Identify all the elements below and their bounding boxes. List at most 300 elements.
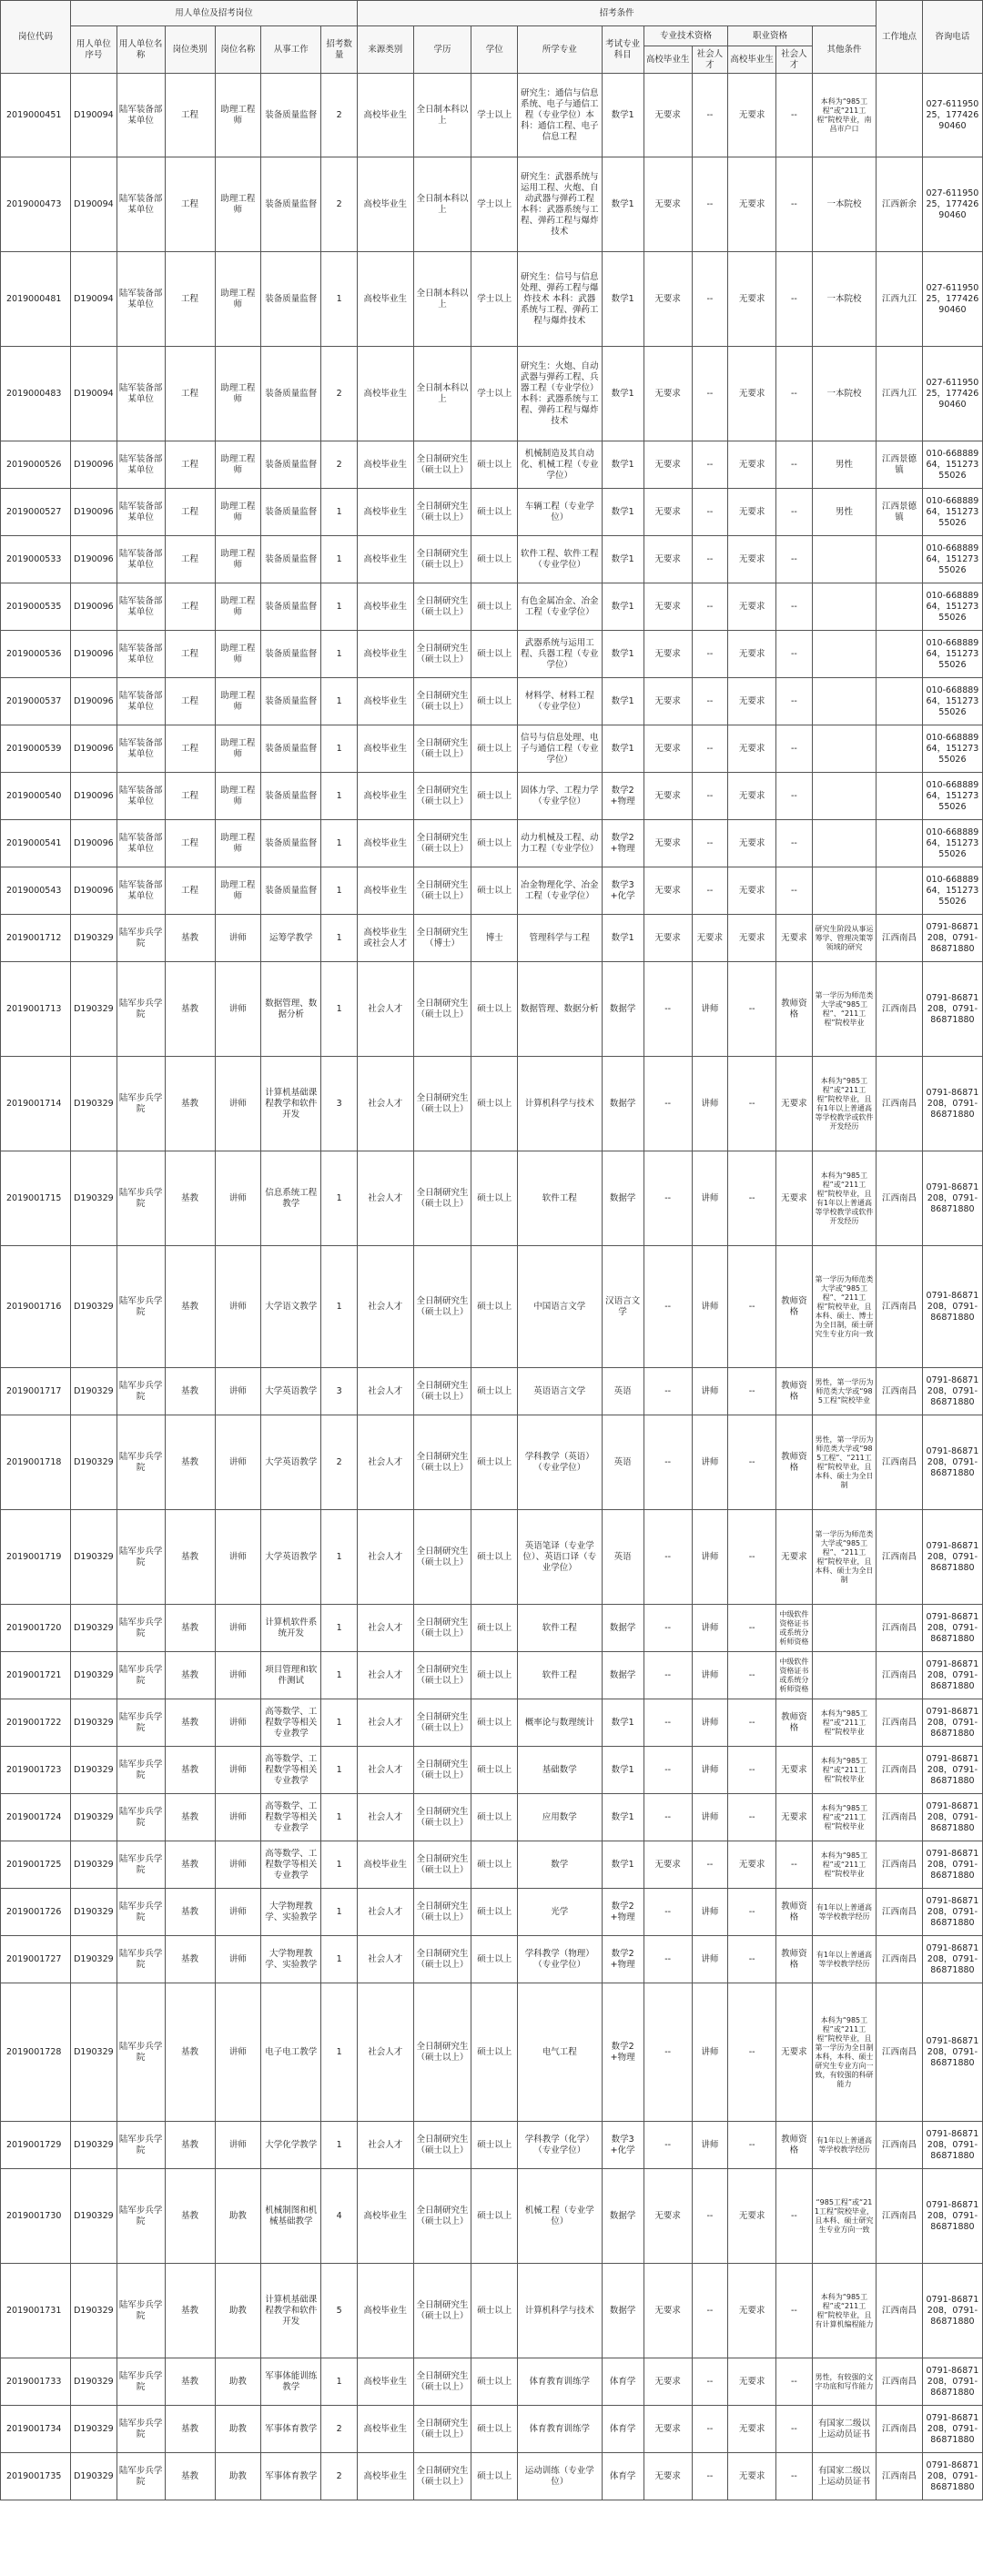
cell-major: 英语语言文学 <box>518 1368 602 1415</box>
cell-exam: 英语 <box>602 1510 644 1605</box>
cell-unit: 陆军装备部某单位 <box>117 157 165 252</box>
cell-code: 2019001719 <box>1 1510 71 1605</box>
cell-source: 社会人才 <box>357 1057 413 1151</box>
cell-grad: -- <box>644 1057 692 1151</box>
cell-work: 大学英语教学 <box>261 1415 321 1510</box>
cell-other: 第一学历为师范类大学或“985工程”、“211工程”院校毕业，且本科、硕士、博士为全日制，硕士研究生专业方向一致 <box>812 1246 877 1368</box>
cell-unit-no: D190096 <box>71 725 117 773</box>
cell-unit: 陆军装备部某单位 <box>117 536 165 583</box>
cell-code: 2019001715 <box>1 1151 71 1246</box>
cell-other <box>812 773 877 820</box>
cell-grad: 无要求 <box>644 773 692 820</box>
cell-grad2: -- <box>728 1605 776 1652</box>
cell-degree: 硕士以上 <box>471 867 518 915</box>
cell-degree: 硕士以上 <box>471 1151 518 1246</box>
cell-exam: 数学1 <box>602 1699 644 1747</box>
cell-grad: -- <box>644 1794 692 1841</box>
cell-major: 软件工程 <box>518 1652 602 1699</box>
cell-grad2: -- <box>728 1889 776 1936</box>
cell-unit-no: D190096 <box>71 773 117 820</box>
cell-exam: 数学1 <box>602 678 644 725</box>
cell-unit-no: D190096 <box>71 820 117 867</box>
cell-degree: 硕士以上 <box>471 1699 518 1747</box>
cell-degree: 硕士以上 <box>471 725 518 773</box>
cell-location: 江西南昌 <box>877 1936 923 1983</box>
cell-other: 本科为“985工程”或“211工程”院校毕业 <box>812 1747 877 1794</box>
cell-position: 助理工程师 <box>215 725 261 773</box>
cell-phone: 010-66888964，15127355026 <box>922 441 982 489</box>
cell-degree: 硕士以上 <box>471 773 518 820</box>
cell-major: 运动训练（专业学位） <box>518 2453 602 2500</box>
cell-unit: 陆军装备部某单位 <box>117 725 165 773</box>
cell-other: 本科为“985工程”或“211工程”院校毕业，南昌市户口 <box>812 74 877 157</box>
cell-unit: 陆军步兵学院 <box>117 1057 165 1151</box>
cell-code: 2019000543 <box>1 867 71 915</box>
cell-social: -- <box>692 441 728 489</box>
cell-degree: 硕士以上 <box>471 441 518 489</box>
cell-unit: 陆军步兵学院 <box>117 2453 165 2500</box>
cell-position: 讲师 <box>215 1936 261 1983</box>
cell-source: 高校毕业生或社会人才 <box>357 915 413 962</box>
cell-count: 4 <box>321 2169 358 2264</box>
cell-social2: -- <box>776 678 813 725</box>
cell-edu: 全日制研究生（硕士以上） <box>413 1415 471 1510</box>
cell-count: 1 <box>321 962 358 1057</box>
cell-other: 有国家二级以上运动员证书 <box>812 2453 877 2500</box>
cell-degree: 硕士以上 <box>471 536 518 583</box>
header-social2: 社会人才 <box>776 46 813 74</box>
cell-grad2: 无要求 <box>728 820 776 867</box>
cell-grad: 无要求 <box>644 536 692 583</box>
cell-position: 助理工程师 <box>215 489 261 536</box>
cell-count: 2 <box>321 74 358 157</box>
cell-social: -- <box>692 536 728 583</box>
cell-source: 高校毕业生 <box>357 2406 413 2453</box>
header-location: 工作地点 <box>877 1 923 74</box>
cell-social2: 中级软件资格证书或系统分析师资格 <box>776 1652 813 1699</box>
cell-social2: -- <box>776 773 813 820</box>
cell-exam: 数学2+物理 <box>602 1936 644 1983</box>
table-row <box>1 1747 983 1794</box>
cell-major: 研究生：火炮、自动武器与弹药工程、兵器工程（专业学位）本科：武器系统与工程、弹药工程与爆炸技术 <box>518 347 602 441</box>
cell-location: 江西南昌 <box>877 2406 923 2453</box>
cell-other: 研究生阶段从事运筹学、管理决策等领域的研究 <box>812 915 877 962</box>
cell-location <box>877 536 923 583</box>
cell-grad2: 无要求 <box>728 583 776 631</box>
cell-count: 1 <box>321 1747 358 1794</box>
header-work: 从事工作 <box>261 26 321 74</box>
cell-major: 软件工程、软件工程（专业学位） <box>518 536 602 583</box>
cell-work: 电子电工教学 <box>261 1983 321 2122</box>
cell-position: 讲师 <box>215 1841 261 1889</box>
cell-category: 基教 <box>165 915 215 962</box>
cell-unit: 陆军步兵学院 <box>117 1794 165 1841</box>
cell-phone: 010-66888964，15127355026 <box>922 725 982 773</box>
cell-major: 数学 <box>518 1841 602 1889</box>
cell-other: 男性 <box>812 489 877 536</box>
cell-other: 男性 <box>812 441 877 489</box>
cell-grad: 无要求 <box>644 2358 692 2406</box>
cell-count: 1 <box>321 2358 358 2406</box>
cell-source: 社会人才 <box>357 1246 413 1368</box>
cell-unit: 陆军装备部某单位 <box>117 867 165 915</box>
cell-source: 高校毕业生 <box>357 2358 413 2406</box>
table-header <box>1 1 983 74</box>
cell-grad2: 无要求 <box>728 2406 776 2453</box>
cell-code: 2019000483 <box>1 347 71 441</box>
cell-unit: 陆军装备部某单位 <box>117 773 165 820</box>
table-body <box>1 74 983 2500</box>
cell-grad2: 无要求 <box>728 2264 776 2358</box>
cell-phone: 010-66888964，15127355026 <box>922 536 982 583</box>
cell-location: 江西南昌 <box>877 1057 923 1151</box>
cell-source: 社会人才 <box>357 1794 413 1841</box>
cell-position: 讲师 <box>215 1699 261 1747</box>
cell-social: 讲师 <box>692 1605 728 1652</box>
cell-category: 工程 <box>165 536 215 583</box>
cell-code: 2019000451 <box>1 74 71 157</box>
cell-social2: -- <box>776 157 813 252</box>
header-social: 社会人才 <box>692 46 728 74</box>
cell-unit-no: D190329 <box>71 2169 117 2264</box>
cell-social: 讲师 <box>692 1983 728 2122</box>
cell-code: 2019000540 <box>1 773 71 820</box>
cell-source: 高校毕业生 <box>357 252 413 347</box>
cell-unit: 陆军步兵学院 <box>117 2406 165 2453</box>
cell-category: 基教 <box>165 2264 215 2358</box>
cell-count: 2 <box>321 441 358 489</box>
cell-unit: 陆军步兵学院 <box>117 1151 165 1246</box>
cell-phone: 0791-86871208，0791-86871880 <box>922 1936 982 1983</box>
cell-exam: 英语 <box>602 1415 644 1510</box>
cell-edu: 全日制研究生（硕士以上） <box>413 1889 471 1936</box>
cell-location <box>877 583 923 631</box>
header-exam: 考试专业科目 <box>602 26 644 74</box>
cell-major: 管理科学与工程 <box>518 915 602 962</box>
cell-location: 江西新余 <box>877 157 923 252</box>
cell-work: 装备质量监督 <box>261 157 321 252</box>
cell-social2: -- <box>776 583 813 631</box>
cell-position: 讲师 <box>215 2122 261 2169</box>
cell-unit: 陆军装备部某单位 <box>117 631 165 678</box>
table-row <box>1 1415 983 1510</box>
cell-social2: 教师资格 <box>776 1415 813 1510</box>
cell-unit: 陆军步兵学院 <box>117 1747 165 1794</box>
cell-major: 基础数学 <box>518 1747 602 1794</box>
cell-exam: 数据学 <box>602 1652 644 1699</box>
cell-unit-no: D190094 <box>71 347 117 441</box>
cell-location: 江西南昌 <box>877 2264 923 2358</box>
cell-work: 大学语文教学 <box>261 1246 321 1368</box>
cell-grad2: 无要求 <box>728 489 776 536</box>
header-other: 其他条件 <box>812 26 877 74</box>
cell-grad2: 无要求 <box>728 631 776 678</box>
cell-category: 工程 <box>165 725 215 773</box>
cell-count: 2 <box>321 2406 358 2453</box>
cell-edu: 全日制研究生（硕士以上） <box>413 1841 471 1889</box>
cell-count: 3 <box>321 1368 358 1415</box>
cell-count: 1 <box>321 1936 358 1983</box>
cell-social2: -- <box>776 1841 813 1889</box>
cell-social: -- <box>692 631 728 678</box>
cell-location: 江西南昌 <box>877 1889 923 1936</box>
cell-source: 高校毕业生 <box>357 2264 413 2358</box>
cell-location: 江西景德镇 <box>877 441 923 489</box>
cell-edu: 全日制本科以上 <box>413 252 471 347</box>
cell-major: 信号与信息处理、电子与通信工程（专业学位） <box>518 725 602 773</box>
cell-phone: 010-66888964，15127355026 <box>922 489 982 536</box>
cell-grad2: 无要求 <box>728 773 776 820</box>
cell-social2: -- <box>776 867 813 915</box>
cell-work: 军事体育教学 <box>261 2453 321 2500</box>
cell-exam: 数学3+化学 <box>602 867 644 915</box>
cell-count: 1 <box>321 820 358 867</box>
cell-edu: 全日制本科以上 <box>413 157 471 252</box>
cell-grad2: 无要求 <box>728 678 776 725</box>
cell-location: 江西南昌 <box>877 2122 923 2169</box>
cell-category: 基教 <box>165 1747 215 1794</box>
cell-count: 1 <box>321 1510 358 1605</box>
cell-major: 冶金物理化学、冶金工程（专业学位） <box>518 867 602 915</box>
cell-social: -- <box>692 74 728 157</box>
cell-degree: 硕士以上 <box>471 1510 518 1605</box>
cell-exam: 数学1 <box>602 252 644 347</box>
cell-position: 助理工程师 <box>215 536 261 583</box>
cell-major: 车辆工程（专业学位） <box>518 489 602 536</box>
cell-work: 大学物理教学、实验教学 <box>261 1936 321 1983</box>
cell-grad2: -- <box>728 1057 776 1151</box>
header-degree: 学位 <box>471 26 518 74</box>
cell-grad2: 无要求 <box>728 2453 776 2500</box>
cell-work: 军事体能训练教学 <box>261 2358 321 2406</box>
cell-other <box>812 678 877 725</box>
cell-source: 高校毕业生 <box>357 1841 413 1889</box>
cell-social: 讲师 <box>692 1699 728 1747</box>
cell-location: 江西南昌 <box>877 1605 923 1652</box>
cell-source: 社会人才 <box>357 1151 413 1246</box>
cell-other: 一本院校 <box>812 157 877 252</box>
cell-phone: 010-66888964，15127355026 <box>922 867 982 915</box>
cell-count: 1 <box>321 631 358 678</box>
cell-work: 计算机基础课程教学和软件开发 <box>261 2264 321 2358</box>
cell-unit: 陆军装备部某单位 <box>117 252 165 347</box>
cell-grad: -- <box>644 1936 692 1983</box>
cell-source: 高校毕业生 <box>357 725 413 773</box>
cell-social: 讲师 <box>692 962 728 1057</box>
cell-source: 社会人才 <box>357 962 413 1057</box>
cell-location <box>877 773 923 820</box>
cell-exam: 数学2+物理 <box>602 1983 644 2122</box>
cell-degree: 硕士以上 <box>471 1605 518 1652</box>
cell-exam: 体育学 <box>602 2453 644 2500</box>
cell-position: 助理工程师 <box>215 678 261 725</box>
cell-grad2: 无要求 <box>728 867 776 915</box>
cell-grad2: -- <box>728 1699 776 1747</box>
cell-phone: 0791-86871208，0791-86871880 <box>922 962 982 1057</box>
cell-category: 基教 <box>165 2122 215 2169</box>
cell-other <box>812 1652 877 1699</box>
cell-major: 学科教学（化学）（专业学位） <box>518 2122 602 2169</box>
cell-major: 学科教学（英语）（专业学位） <box>518 1415 602 1510</box>
cell-source: 高校毕业生 <box>357 157 413 252</box>
cell-source: 社会人才 <box>357 1368 413 1415</box>
cell-grad: 无要求 <box>644 1841 692 1889</box>
cell-unit-no: D190329 <box>71 1605 117 1652</box>
cell-grad: -- <box>644 1747 692 1794</box>
table-row <box>1 1889 983 1936</box>
cell-unit: 陆军装备部某单位 <box>117 820 165 867</box>
cell-edu: 全日制研究生（硕士以上） <box>413 1605 471 1652</box>
cell-grad2: 无要求 <box>728 1841 776 1889</box>
cell-grad: -- <box>644 962 692 1057</box>
table-row <box>1 1510 983 1605</box>
cell-degree: 硕士以上 <box>471 1747 518 1794</box>
cell-grad: -- <box>644 2122 692 2169</box>
cell-social2: -- <box>776 441 813 489</box>
cell-other <box>812 725 877 773</box>
cell-code: 2019000473 <box>1 157 71 252</box>
cell-code: 2019001731 <box>1 2264 71 2358</box>
table-row <box>1 157 983 252</box>
table-row <box>1 678 983 725</box>
cell-unit: 陆军步兵学院 <box>117 1510 165 1605</box>
cell-degree: 硕士以上 <box>471 678 518 725</box>
cell-social: 讲师 <box>692 1057 728 1151</box>
cell-exam: 数学1 <box>602 441 644 489</box>
cell-social: -- <box>692 773 728 820</box>
cell-unit-no: D190329 <box>71 2406 117 2453</box>
cell-edu: 全日制研究生（硕士以上） <box>413 2169 471 2264</box>
table-row <box>1 2122 983 2169</box>
cell-unit-no: D190094 <box>71 157 117 252</box>
cell-exam: 数学1 <box>602 725 644 773</box>
cell-social2: 教师资格 <box>776 1889 813 1936</box>
cell-code: 2019001716 <box>1 1246 71 1368</box>
cell-code: 2019001735 <box>1 2453 71 2500</box>
cell-location <box>877 725 923 773</box>
header-category: 岗位类别 <box>165 26 215 74</box>
cell-source: 高校毕业生 <box>357 2453 413 2500</box>
cell-count: 1 <box>321 1652 358 1699</box>
table-row <box>1 631 983 678</box>
cell-unit: 陆军装备部某单位 <box>117 441 165 489</box>
cell-grad2: -- <box>728 1794 776 1841</box>
cell-degree: 硕士以上 <box>471 2406 518 2453</box>
cell-social: 讲师 <box>692 1652 728 1699</box>
cell-unit-no: D190329 <box>71 2122 117 2169</box>
cell-location <box>877 820 923 867</box>
cell-position: 讲师 <box>215 1510 261 1605</box>
cell-work: 运筹学教学 <box>261 915 321 962</box>
cell-edu: 全日制研究生（硕士以上） <box>413 1699 471 1747</box>
cell-position: 助理工程师 <box>215 74 261 157</box>
cell-category: 基教 <box>165 2358 215 2406</box>
cell-social2: -- <box>776 725 813 773</box>
cell-grad2: 无要求 <box>728 725 776 773</box>
cell-count: 1 <box>321 1699 358 1747</box>
cell-location: 江西南昌 <box>877 1415 923 1510</box>
table-row <box>1 1246 983 1368</box>
cell-other: 一本院校 <box>812 347 877 441</box>
cell-count: 1 <box>321 1246 358 1368</box>
cell-work: 高等数学、工程数学等相关专业教学 <box>261 1841 321 1889</box>
cell-social: 无要求 <box>692 915 728 962</box>
cell-degree: 硕士以上 <box>471 1794 518 1841</box>
cell-source: 社会人才 <box>357 1936 413 1983</box>
cell-work: 装备质量监督 <box>261 74 321 157</box>
cell-work: 装备质量监督 <box>261 441 321 489</box>
cell-source: 高校毕业生 <box>357 583 413 631</box>
cell-exam: 数学2+物理 <box>602 1889 644 1936</box>
cell-location: 江西南昌 <box>877 1983 923 2122</box>
cell-location: 江西南昌 <box>877 1699 923 1747</box>
cell-location <box>877 631 923 678</box>
cell-social: -- <box>692 157 728 252</box>
cell-work: 数据管理、数据分析 <box>261 962 321 1057</box>
cell-major: 电气工程 <box>518 1983 602 2122</box>
cell-category: 基教 <box>165 1415 215 1510</box>
cell-work: 机械制图和机械基础教学 <box>261 2169 321 2264</box>
cell-location: 江西南昌 <box>877 1652 923 1699</box>
table-row <box>1 1652 983 1699</box>
cell-position: 助教 <box>215 2453 261 2500</box>
cell-location: 江西南昌 <box>877 2169 923 2264</box>
cell-phone: 0791-86871208，0791-86871880 <box>922 1794 982 1841</box>
cell-exam: 数学1 <box>602 583 644 631</box>
cell-unit-no: D190096 <box>71 631 117 678</box>
cell-exam: 数学1 <box>602 631 644 678</box>
cell-code: 2019001714 <box>1 1057 71 1151</box>
cell-social2: 教师资格 <box>776 2122 813 2169</box>
cell-other: 本科为“985工程”或“211工程”院校毕业，且第一学历为全日制本科，本科、硕士研究生专业方向一致，有较强的科研能力 <box>812 1983 877 2122</box>
cell-code: 2019001717 <box>1 1368 71 1415</box>
cell-degree: 学士以上 <box>471 252 518 347</box>
cell-count: 1 <box>321 536 358 583</box>
cell-work: 高等数学、工程数学等相关专业教学 <box>261 1699 321 1747</box>
cell-social2: 中级软件资格证书或系统分析师资格 <box>776 1605 813 1652</box>
cell-social: 讲师 <box>692 1246 728 1368</box>
cell-social2: 教师资格 <box>776 1368 813 1415</box>
cell-unit: 陆军装备部某单位 <box>117 678 165 725</box>
cell-grad: -- <box>644 1605 692 1652</box>
cell-major: 软件工程 <box>518 1151 602 1246</box>
cell-exam: 体育学 <box>602 2358 644 2406</box>
cell-position: 讲师 <box>215 1794 261 1841</box>
table-row <box>1 2264 983 2358</box>
cell-code: 2019000537 <box>1 678 71 725</box>
cell-social2: -- <box>776 489 813 536</box>
cell-work: 项目管理和软件测试 <box>261 1652 321 1699</box>
cell-degree: 学士以上 <box>471 347 518 441</box>
cell-social: 讲师 <box>692 1415 728 1510</box>
cell-unit-no: D190329 <box>71 1151 117 1246</box>
cell-edu: 全日制研究生（硕士以上） <box>413 867 471 915</box>
cell-degree: 硕士以上 <box>471 2453 518 2500</box>
cell-location: 江西南昌 <box>877 1841 923 1889</box>
cell-phone: 0791-86871208，0791-86871880 <box>922 1510 982 1605</box>
cell-source: 社会人才 <box>357 1415 413 1510</box>
cell-location: 江西南昌 <box>877 2453 923 2500</box>
cell-unit: 陆军步兵学院 <box>117 2122 165 2169</box>
cell-grad: -- <box>644 1151 692 1246</box>
cell-edu: 全日制研究生（硕士以上） <box>413 725 471 773</box>
cell-grad2: -- <box>728 1415 776 1510</box>
cell-other <box>812 1605 877 1652</box>
cell-major: 机械工程（专业学位） <box>518 2169 602 2264</box>
cell-position: 讲师 <box>215 1415 261 1510</box>
cell-position: 助理工程师 <box>215 583 261 631</box>
cell-social: -- <box>692 2406 728 2453</box>
